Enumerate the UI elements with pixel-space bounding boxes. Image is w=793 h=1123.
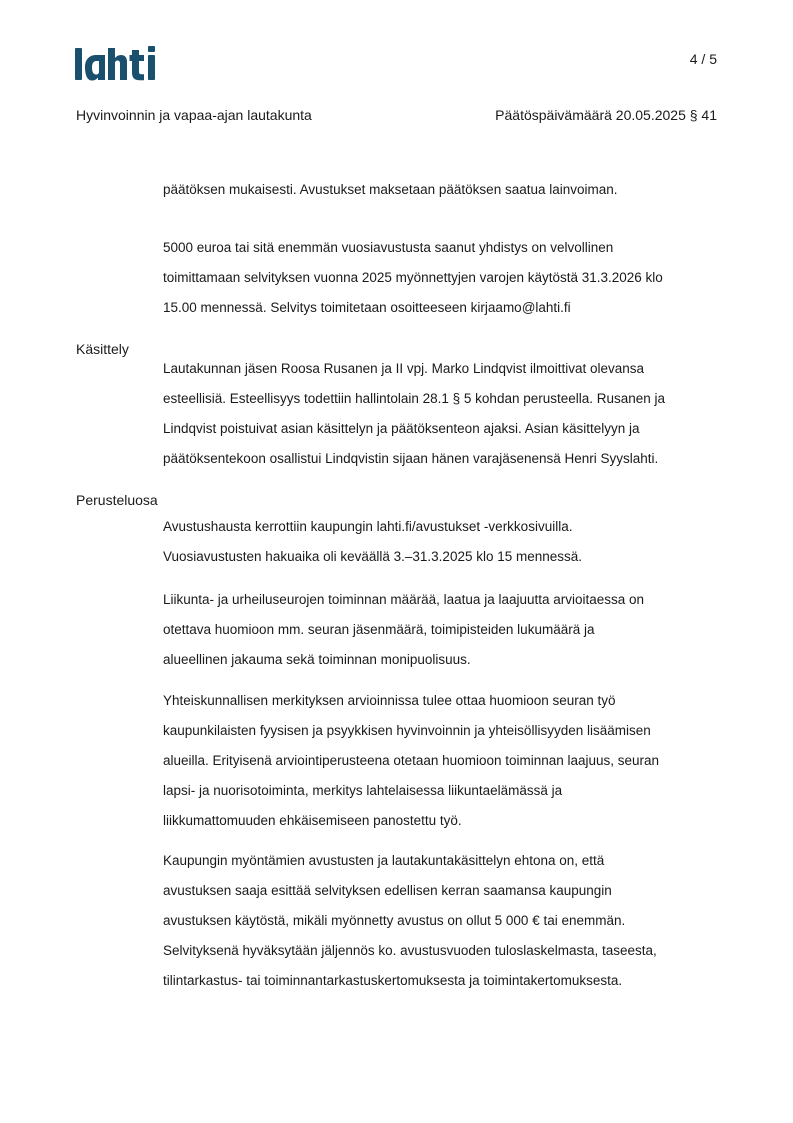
intro-paragraph-2 (163, 233, 723, 323)
decision-date: Päätöspäivämäärä 20.05.2025 § 41 (495, 107, 717, 123)
text-line: toimittamaan selvityksen vuonna 2025 myönnettyjen varojen käytöstä 31.3.2026 klo (163, 270, 663, 285)
perusteluosa-paragraph-4 (163, 846, 723, 996)
text-line: päätöksen mukaisesti. Avustukset maksetaan päätöksen saatua lainvoiman. (163, 182, 618, 197)
text-line: avustuksen saaja esittää selvityksen edellisen kerran saamansa kaupungin (163, 883, 612, 898)
board-name: Hyvinvoinnin ja vapaa-ajan lautakunta (76, 107, 312, 123)
text-line: tilintarkastus- tai toiminnantarkastuskertomuksesta ja toimintakertomuksesta. (163, 973, 623, 988)
page-number: 4 / 5 (689, 51, 717, 67)
text-line: Lautakunnan jäsen Roosa Rusanen ja II vpj. Marko Lindqvist ilmoittivat olevansa (163, 361, 645, 376)
perusteluosa-paragraph-2 (163, 585, 723, 675)
section-label-perusteluosa: Perusteluosa (76, 492, 158, 508)
text-line: alueilla. Erityisenä arviointiperusteena otetaan huomioon toiminnan laajuus, seuran (163, 753, 660, 768)
text-line: esteellisiä. Esteellisyys todettiin hallintolain 28.1 § 5 kohdan perusteella. Rusanen ja (163, 391, 666, 406)
text-line: alueellinen jakauma sekä toiminnan monipuolisuus. (163, 652, 471, 667)
text-line: otettava huomioon mm. seuran jäsenmäärä, toimipisteiden lukumäärä ja (163, 622, 595, 637)
perusteluosa-paragraph-1 (163, 512, 723, 572)
text-line: Selvityksenä hyväksytään jäljennös ko. avustusvuoden tuloslaskelmasta, taseesta, (163, 943, 657, 958)
intro-paragraph-1 (163, 175, 723, 205)
text-line: liikkumattomuuden ehkäisemiseen panostettu työ. (163, 813, 462, 828)
text-line: Avustushausta kerrottiin kaupungin lahti.fi/avustukset -verkkosivuilla. (163, 519, 573, 534)
text-line: kaupunkilaisten fyysisen ja psyykkisen hyvinvoinnin ja yhteisöllisyyden lisäämisen (163, 723, 651, 738)
text-line: 15.00 mennessä. Selvitys toimitetaan osoitteeseen kirjaamo@lahti.fi (163, 300, 571, 315)
text-line: päätöksentekoon osallistui Lindqvistin sijaan hänen varajäsenensä Henri Syyslahti. (163, 451, 659, 466)
perusteluosa-paragraph-3 (163, 686, 723, 836)
lahti-logo (75, 46, 167, 82)
section-label-kasittely: Käsittely (76, 341, 129, 357)
kasittely-paragraph (163, 354, 723, 474)
text-line: Yhteiskunnallisen merkityksen arvioinnissa tulee ottaa huomioon seuran työ (163, 693, 616, 708)
text-line: Vuosiavustusten hakuaika oli keväällä 3.–31.3.2025 klo 15 mennessä. (163, 549, 583, 564)
text-line: avustuksen käytöstä, mikäli myönnetty avustus on ollut 5 000 € tai enemmän. (163, 913, 626, 928)
text-line: Kaupungin myöntämien avustusten ja lautakuntakäsittelyn ehtona on, että (163, 853, 605, 868)
text-line: Lindqvist poistuivat asian käsittelyn ja päätöksenteon ajaksi. Asian käsittelyyn ja (163, 421, 640, 436)
text-line: lapsi- ja nuorisotoiminta, merkitys lahtelaisessa liikuntaelämässä ja (163, 783, 563, 798)
text-line: Liikunta- ja urheiluseurojen toiminnan määrää, laatua ja laajuutta arvioitaessa on (163, 592, 645, 607)
text-line: 5000 euroa tai sitä enemmän vuosiavustusta saanut yhdistys on velvollinen (163, 240, 614, 255)
